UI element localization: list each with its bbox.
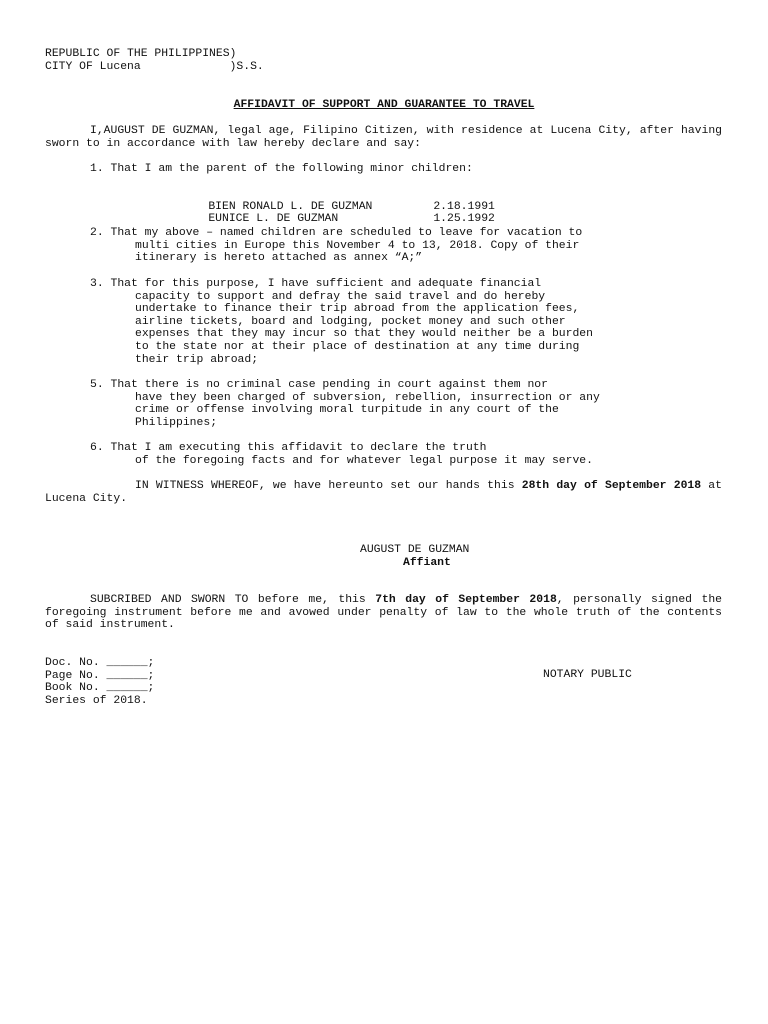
item-3-line: their trip abroad; bbox=[135, 353, 259, 366]
affiant-label: Affiant bbox=[403, 556, 451, 569]
affiant-name: AUGUST DE GUZMAN bbox=[360, 544, 470, 556]
child-dob: 1.25.1992 bbox=[433, 213, 495, 226]
intro-paragraph: I,AUGUST DE GUZMAN, legal age, Filipino Citizen, with residence at Lucena City, after having sworn to in accordance with law hereby declare and say: bbox=[45, 125, 722, 150]
jurat-paragraph bbox=[45, 594, 722, 632]
item-3 bbox=[90, 278, 722, 366]
jurat-text: SUBCRIBED AND SWORN TO before me, this bbox=[90, 594, 376, 606]
witness-text: IN WITNESS WHEREOF, we have hereunto set our hands this bbox=[135, 480, 522, 492]
item-2 bbox=[90, 227, 722, 265]
item-5-line: 5. That there is no criminal case pending in court against them nor bbox=[90, 379, 548, 391]
witness-place: at Lucena City. bbox=[45, 480, 722, 505]
notary-register bbox=[45, 657, 722, 707]
item-3-line: to the state nor at their place of destination at any time during bbox=[135, 340, 580, 353]
item-5-line: crime or offense involving moral turpitude in any court of the bbox=[135, 404, 559, 417]
document-title: AFFIDAVIT OF SUPPORT AND GUARANTEE TO TRAVEL bbox=[233, 99, 535, 111]
item-2-line: 2. That my above – named children are scheduled to leave for vacation to bbox=[90, 227, 583, 239]
item-1-text: 1. That I am the parent of the following minor children: bbox=[90, 163, 473, 175]
venue-country: REPUBLIC OF THE PHILIPPINES) bbox=[45, 48, 237, 60]
item-1 bbox=[90, 163, 722, 176]
item-6-line: of the foregoing facts and for whatever legal purpose it may serve. bbox=[135, 454, 593, 467]
venue-city: CITY OF Lucena )S.S. bbox=[45, 60, 264, 73]
item-3-line: capacity to support and defray the said travel and do hereby bbox=[135, 290, 546, 303]
item-3-line: expenses that they may incur so that they would neither be a burden bbox=[135, 328, 593, 341]
page-no: Page No. ______; bbox=[45, 669, 155, 682]
item-3-line: airline tickets, board and lodging, pocket money and such other bbox=[135, 315, 566, 328]
item-3-line: undertake to finance their trip abroad from the application fees, bbox=[135, 303, 580, 316]
book-no: Book No. ______; bbox=[45, 682, 155, 695]
child-name: EUNICE L. DE GUZMAN bbox=[208, 213, 339, 226]
jurat-date: 7th day of September 2018 bbox=[375, 594, 557, 606]
witness-date: 28th day of September 2018 bbox=[521, 480, 702, 492]
item-3-line: 3. That for this purpose, I have sufficient and adequate financial bbox=[90, 278, 542, 290]
notary-public-label: NOTARY PUBLIC bbox=[543, 669, 632, 681]
witness-paragraph bbox=[45, 480, 722, 505]
affiant-block bbox=[360, 544, 469, 569]
item-2-line: multi cities in Europe this November 4 to 13, 2018. Copy of their bbox=[135, 239, 580, 252]
item-5 bbox=[90, 379, 722, 429]
item-5-line: Philippines; bbox=[135, 416, 218, 429]
jurat-rest: , personally signed the foregoing instrument before me and avowed under penalty of law to the whole truth of the contents of said instrument. bbox=[45, 594, 722, 632]
child-name: BIEN RONALD L. DE GUZMAN bbox=[208, 200, 373, 213]
series: Series of 2018. bbox=[45, 694, 148, 707]
venue-header bbox=[45, 48, 722, 73]
item-5-line: have they been charged of subversion, rebellion, insurrection or any bbox=[135, 391, 600, 404]
child-dob: 2.18.1991 bbox=[433, 200, 495, 213]
item-2-line: itinerary is hereto attached as annex “A;” bbox=[135, 252, 423, 265]
item-6 bbox=[90, 442, 722, 467]
doc-no: Doc. No. ______; bbox=[45, 657, 155, 669]
item-6-line: 6. That I am executing this affidavit to declare the truth bbox=[90, 442, 487, 454]
